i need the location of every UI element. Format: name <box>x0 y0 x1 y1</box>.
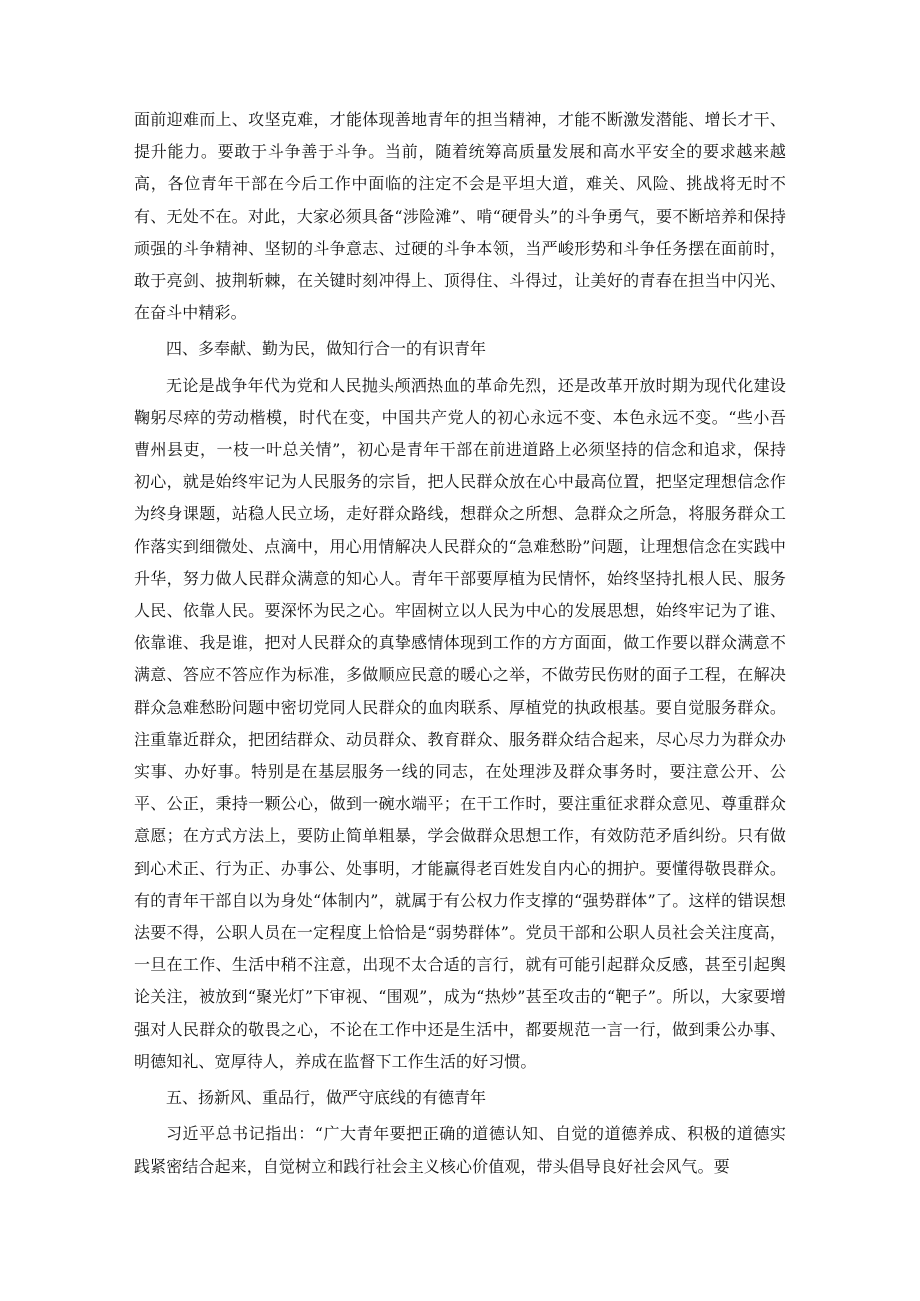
paragraph-continuation: 面前迎难而上、攻坚克难，才能体现善地青年的担当精神，才能不断激发潜能、增长才干、提升能力。要敢于斗争善于斗争。当前，随着统筹高质量发展和高水平安全的要求越来越高，各位青年干部在今后工作中面临的注定不会是平坦大道，难关、风险、挑战将无时不有、无处不在。对此，大家必须具备“涉险滩”、啃“硬骨头”的斗争勇气，要不断培养和保持顽强的斗争精神、坚韧的斗争意志、过硬的斗争本领，当严峻形势和斗争任务摆在面前时，敢于亮剑、披荆斩棘，在关键时刻冲得上、顶得住、斗得过，让美好的青春在担当中闪光、在奋斗中精彩。 <box>134 110 786 323</box>
paragraph-section-five-body: 习近平总书记指出：“广大青年要把正确的道德认知、自觉的道德养成、积极的道德实践紧密结合起来，自觉树立和践行社会主义核心价值观，带头倡导良好社会风气。要 <box>134 1124 786 1176</box>
document-body <box>134 104 786 1183</box>
section-heading-five: 五、扬新风、重品行，做严守底线的有德青年 <box>166 1088 487 1108</box>
paragraph-section-four-body: 无论是战争年代为党和人民抛头颅洒热血的革命先烈，还是改革开放时期为现代化建设鞠躬尽瘁的劳动楷模，时代在变，中国共产党人的初心永远不变、本色永远不变。“些小吾曹州县吏，一枝一叶总关情”，初心是青年干部在前进道路上必须坚持的信念和追求，保持初心，就是始终牢记为人民服务的宗旨，把人民群众放在心中最高位置，把坚定理想信念作为终身课题，站稳人民立场，走好群众路线，想群众之所想、急群众之所急，将服务群众工作落实到细微处、点滴中，用心用情解决人民群众的“急难愁盼”问题，让理想信念在实践中升华，努力做人民群众满意的知心人。青年干部要厚植为民情怀，始终坚持扎根人民、服务人民、依靠人民。要深怀为民之心。牢固树立以人民为中心的发展思想，始终牢记为了谁、依靠谁、我是谁，把对人民群众的真挚感情体现到工作的方方面面，做工作要以群众满意不满意、答应不答应作为标准，多做顺应民意的暖心之举，不做劳民伤财的面子工程，在解决群众急难愁盼问题中密切党同人民群众的血肉联系、厚植党的执政根基。要自觉服务群众。注重靠近群众，把团结群众、动员群众、教育群众、服务群众结合起来，尽心尽力为群众办实事、办好事。特别是在基层服务一线的同志，在处理涉及群众事务时，要注意公开、公平、公正，秉持一颗公心，做到一碗水端平；在干工作时，要注重征求群众意见、尊重群众意愿；在方式方法上，要防止简单粗暴，学会做群众思想工作，有效防范矛盾纠纷。只有做到心术正、行为正、办事公、处事明，才能赢得老百姓发自内心的拥护。要懂得敬畏群众。有的青年干部自以为身处“体制内”，就属于有公权力作支撑的“强势群体”了。这样的错误想法要不得，公职人员在一定程度上恰恰是“弱势群体”。党员干部和公职人员社会关注度高，一旦在工作、生活中稍不注意，出现不太合适的言行，就有可能引起群众反感，甚至引起舆论关注，被放到“聚光灯”下审视、“围观”，成为“热炒”甚至攻击的“靶子”。所以，大家要增强对人民群众的敬畏之心，不论在工作中还是生活中，都要规范一言一行，做到秉公办事、明德知礼、宽厚待人，养成在监督下工作生活的好习惯。 <box>134 375 786 1071</box>
section-heading-four: 四、多奉献、勤为民，做知行合一的有识青年 <box>166 339 487 359</box>
